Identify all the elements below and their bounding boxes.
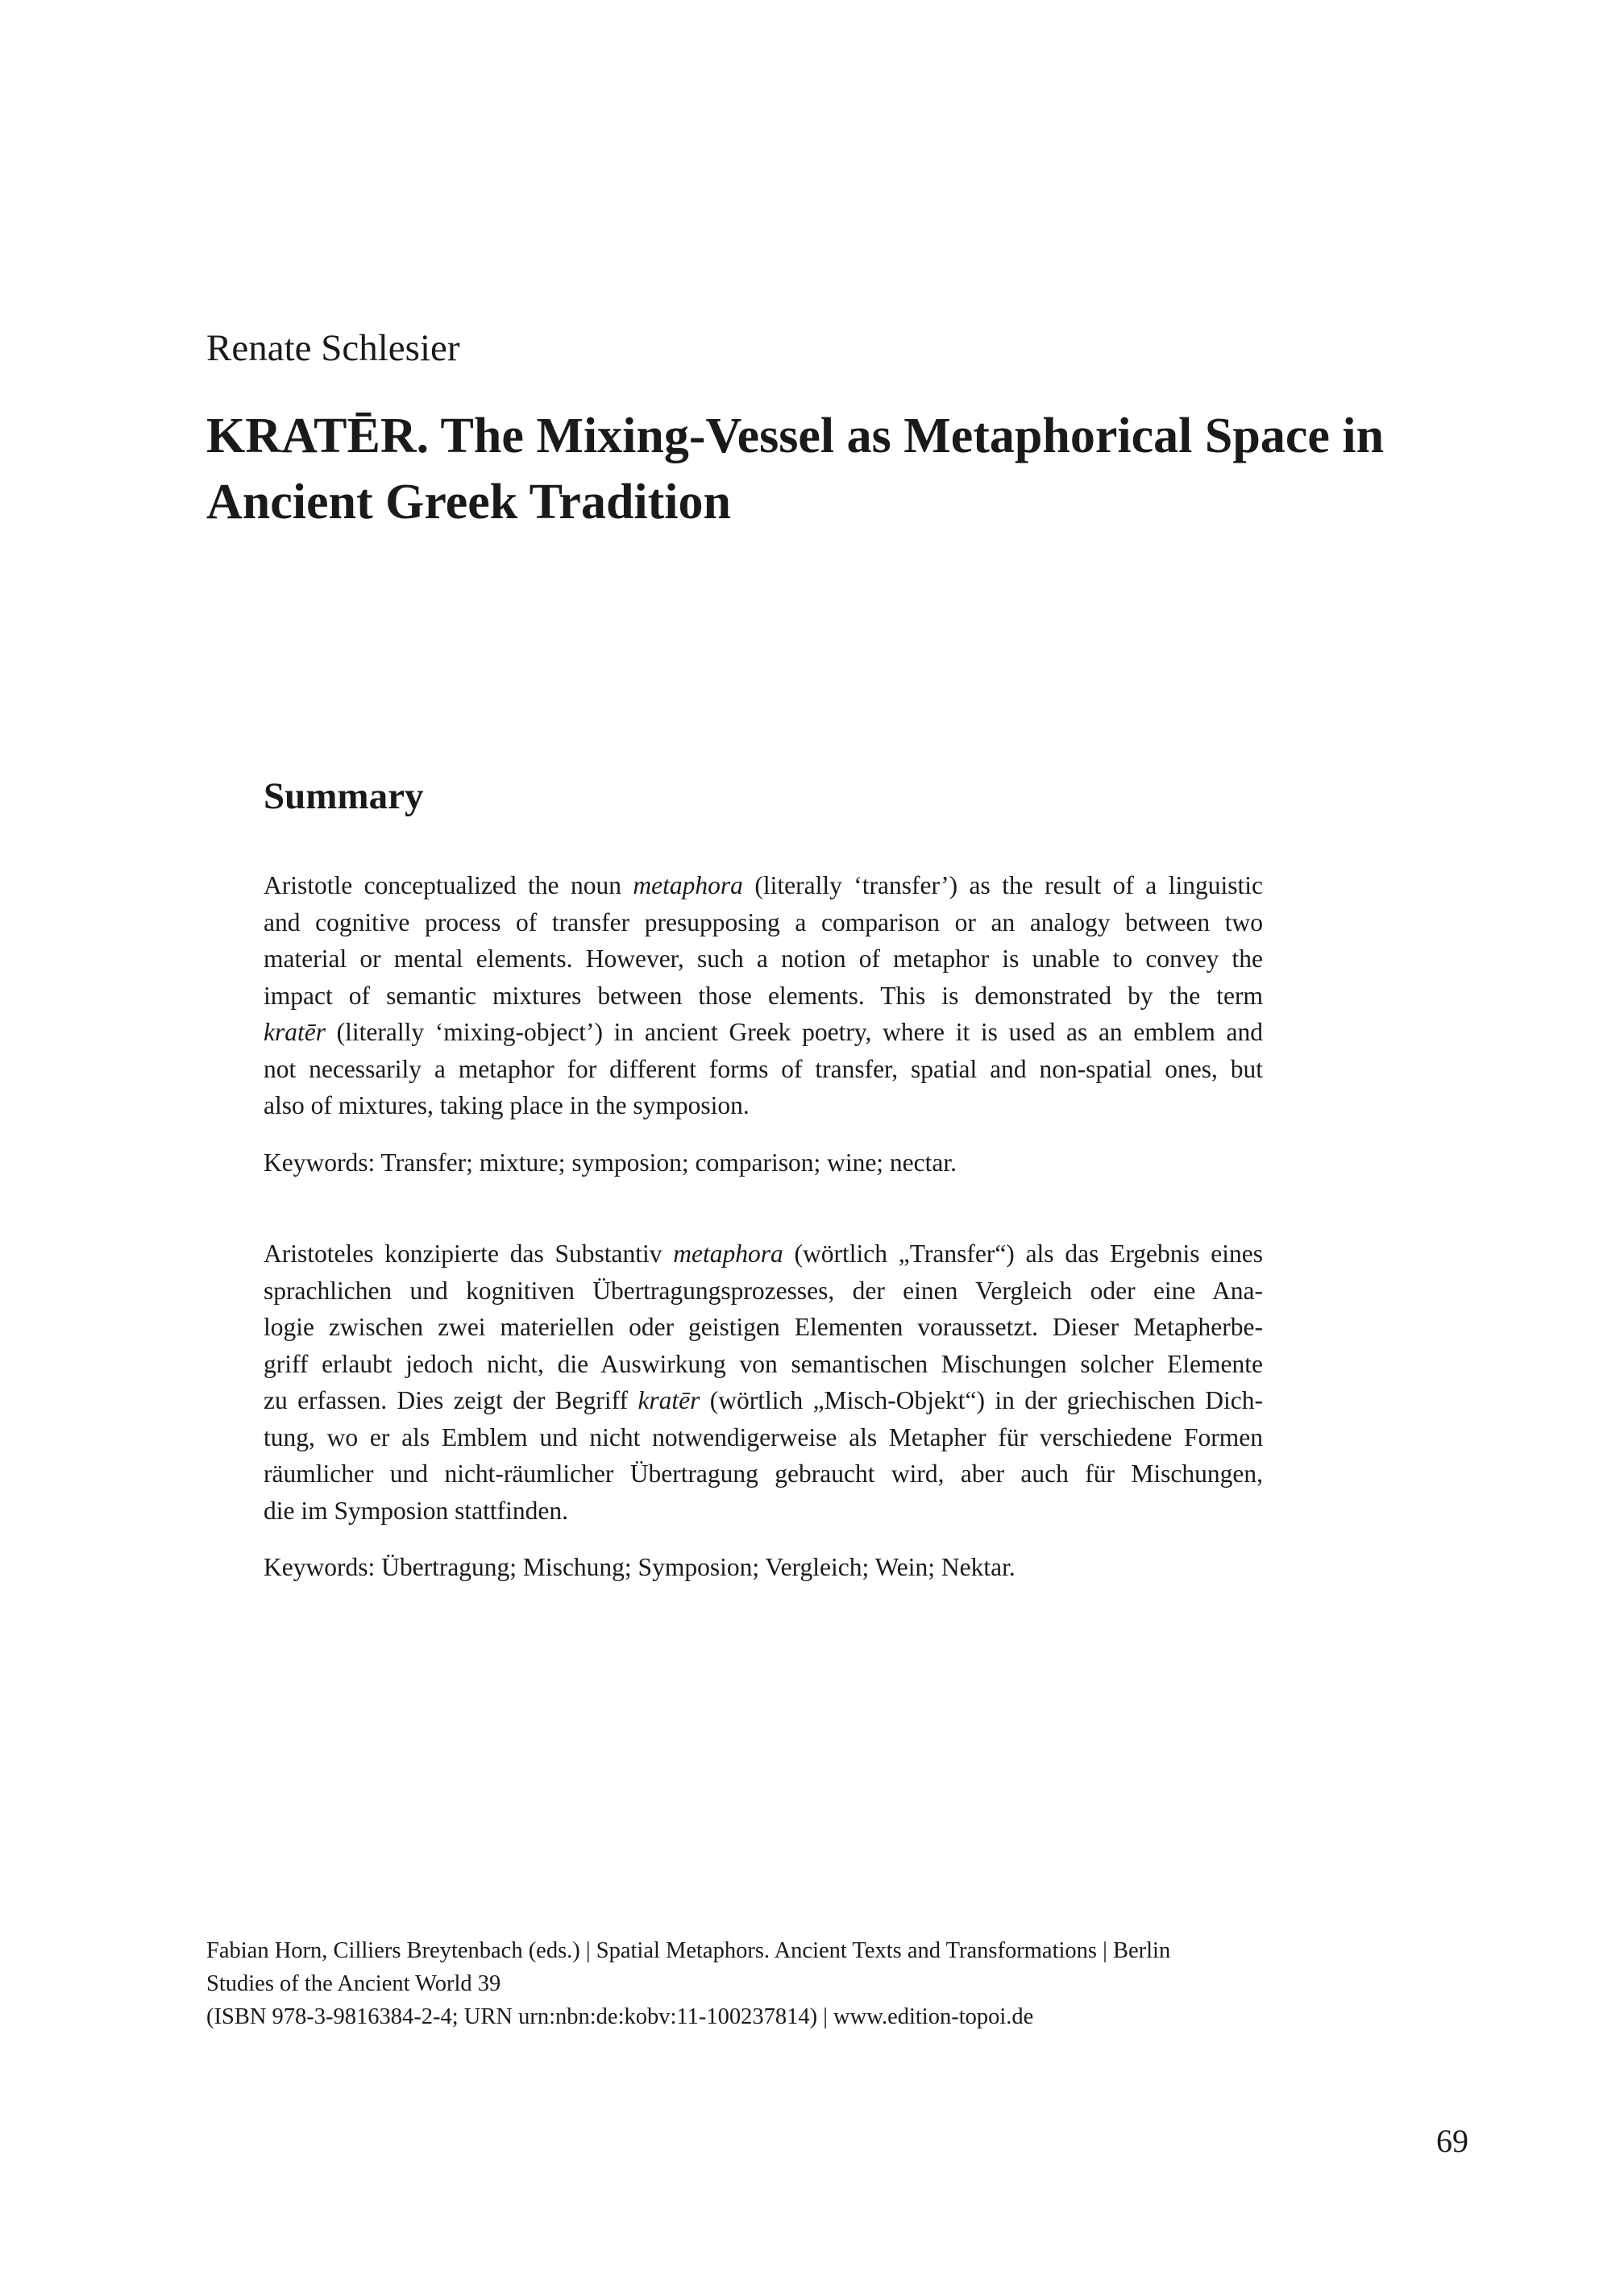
abstract-line: logie zwischen zwei materiellen oder geistigen Elementen voraussetzt. Dieser Metapherbe-: [264, 1313, 1263, 1341]
abstract-line: zu erfassen. Dies zeigt der Begriff kratēr (wörtlich „Misch-Objekt“) in der griechischen Dich-: [264, 1386, 1263, 1414]
page-number: 69: [1436, 2123, 1468, 2159]
abstract-line: Aristoteles konzipierte das Substantiv metaphora (wörtlich „Transfer“) als das Ergebnis eines: [264, 1239, 1263, 1268]
abstract-german: [264, 1235, 1263, 1529]
article-title: [206, 403, 1464, 535]
title-line: Ancient Greek Tradition: [206, 475, 731, 529]
abstract-line: die im Symposion stattfinden.: [264, 1496, 568, 1525]
keywords-german: Keywords: Übertragung; Mischung; Symposion; Vergleich; Wein; Nektar.: [264, 1553, 1016, 1581]
abstract-line: not necessarily a metaphor for different forms of transfer, spatial and non-spatial ones, but: [264, 1054, 1263, 1083]
author-name: Renate Schlesier: [206, 327, 460, 369]
abstract-english: [264, 867, 1263, 1124]
footer-line: Fabian Horn, Cilliers Breytenbach (eds.) | Spatial Metaphors. Ancient Texts and Transformations | Berlin: [206, 1938, 1171, 1963]
citation-footer: [206, 1934, 1286, 2033]
abstract-line: kratēr (literally ‘mixing-object’) in ancient Greek poetry, where it is used as an emblem and: [264, 1018, 1263, 1046]
abstract-line: Aristotle conceptualized the noun metaphora (literally ‘transfer’) as the result of a linguistic: [264, 871, 1263, 899]
abstract-line: impact of semantic mixtures between those elements. This is demonstrated by the term: [264, 981, 1263, 1010]
abstract-line: räumlicher und nicht-räumlicher Übertragung gebraucht wird, aber auch für Mischungen,: [264, 1459, 1263, 1488]
abstract-line: also of mixtures, taking place in the symposion.: [264, 1091, 750, 1119]
summary-heading: Summary: [264, 775, 424, 817]
title-line: KRATĒR. The Mixing-Vessel as Metaphorical Space in: [206, 409, 1385, 463]
abstract-line: griff erlaubt jedoch nicht, die Auswirkung von semantischen Mischungen solcher Elemente: [264, 1349, 1263, 1378]
keywords-english: Keywords: Transfer; mixture; symposion; comparison; wine; nectar.: [264, 1148, 957, 1177]
abstract-line: material or mental elements. However, such a notion of metaphor is unable to convey the: [264, 945, 1263, 973]
abstract-line: tung, wo er als Emblem und nicht notwendigerweise als Metapher für verschiedene Formen: [264, 1422, 1263, 1451]
abstract-line: sprachlichen und kognitiven Übertragungsprozesses, der einen Vergleich oder eine Ana-: [264, 1276, 1263, 1305]
footer-line: (ISBN 978-3-9816384-2-4; URN urn:nbn:de:kobv:11-100237814) | www.edition-topoi.de: [206, 2004, 1034, 2029]
abstract-line: and cognitive process of transfer presupposing a comparison or an analogy between two: [264, 907, 1263, 936]
footer-line: Studies of the Ancient World 39: [206, 1971, 501, 1996]
